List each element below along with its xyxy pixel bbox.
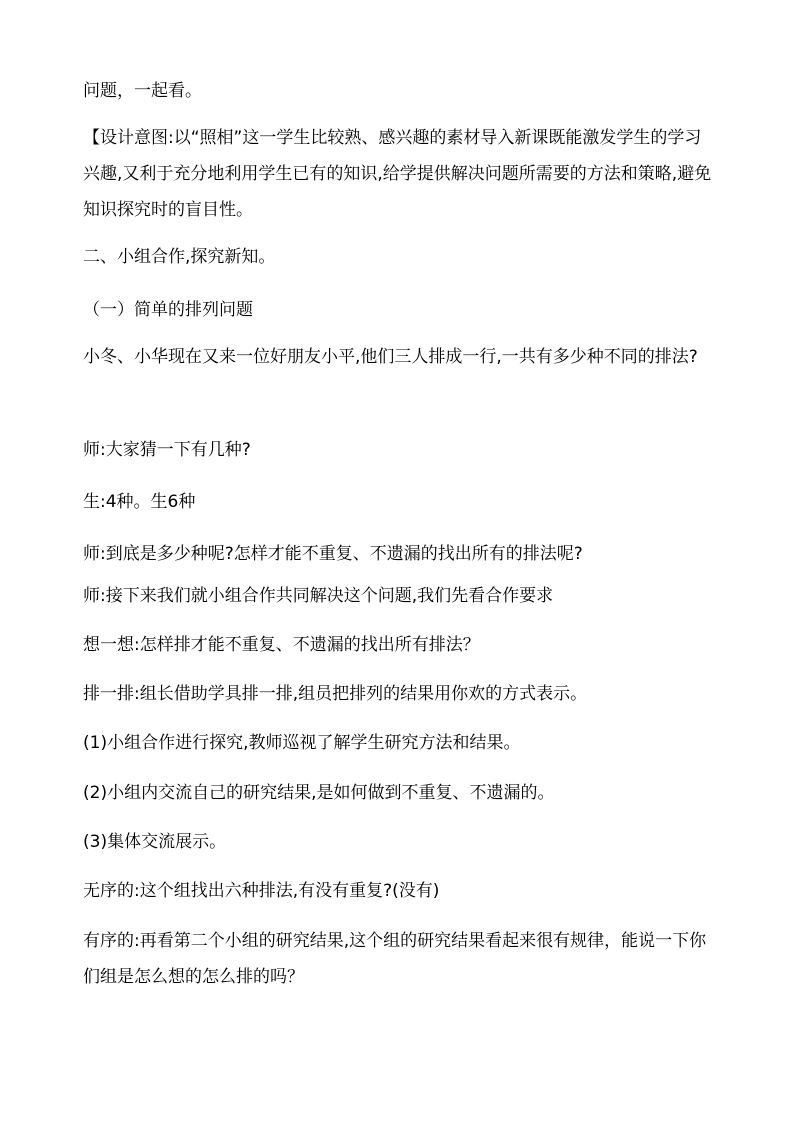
paragraph-arrange: 排一排:组长借助学具排一排,组员把排列的结果用你欢的方式表示。: [83, 684, 588, 704]
paragraph-unordered: 无序的:这个组找出六种排法,有没有重复?(没有): [83, 881, 440, 901]
paragraph-student-answer: 生:4种。生6种: [83, 492, 196, 512]
paragraph-teacher-question-1: 师:大家猜一下有几种?: [83, 440, 251, 460]
paragraph-intro-continuation: 问题，一起看。: [83, 81, 202, 101]
paragraph-step-2: (2)小组内交流自己的研究结果,是如何做到不重复、不遗漏的。: [83, 783, 555, 803]
paragraph-step-1: (1)小组合作进行探究,教师巡视了解学生研究方法和结果。: [83, 733, 521, 753]
paragraph-teacher-question-2: 师:到底是多少种呢?怎样才能不重复、不遗漏的找出所有的排法呢?: [83, 544, 583, 564]
paragraph-step-3: (3)集体交流展示。: [83, 832, 227, 852]
subsection-heading-permutation: （一）简单的排列问题: [83, 300, 253, 320]
paragraph-teacher-instruction: 师:接下来我们就小组合作共同解决这个问题,我们先看合作要求: [83, 586, 554, 606]
paragraph-problem-statement: 小冬、小华现在又来一位好朋友小平,他们三人排成一行,一共有多少种不同的排法?: [83, 347, 698, 367]
paragraph-ordered: 有序的:再看第二个小组的研究结果,这个组的研究结果看起来很有规律，能说一下你们组是怎么想的怎么排的吗？: [83, 931, 707, 987]
paragraph-design-intent: 【设计意图:以“照相”这一学生比较熟、感兴趣的素材导入新课既能激发学生的学习兴趣,又利于充分地利用学生已有的知识,给学提供解决问题所需要的方法和策略,避免知识探究时的盲目性。: [83, 128, 712, 220]
paragraph-think: 想一想:怎样排才能不重复、不遗漏的找出所有排法？: [83, 635, 480, 655]
section-heading-group-cooperation: 二、小组合作,探究新知。: [83, 247, 276, 267]
